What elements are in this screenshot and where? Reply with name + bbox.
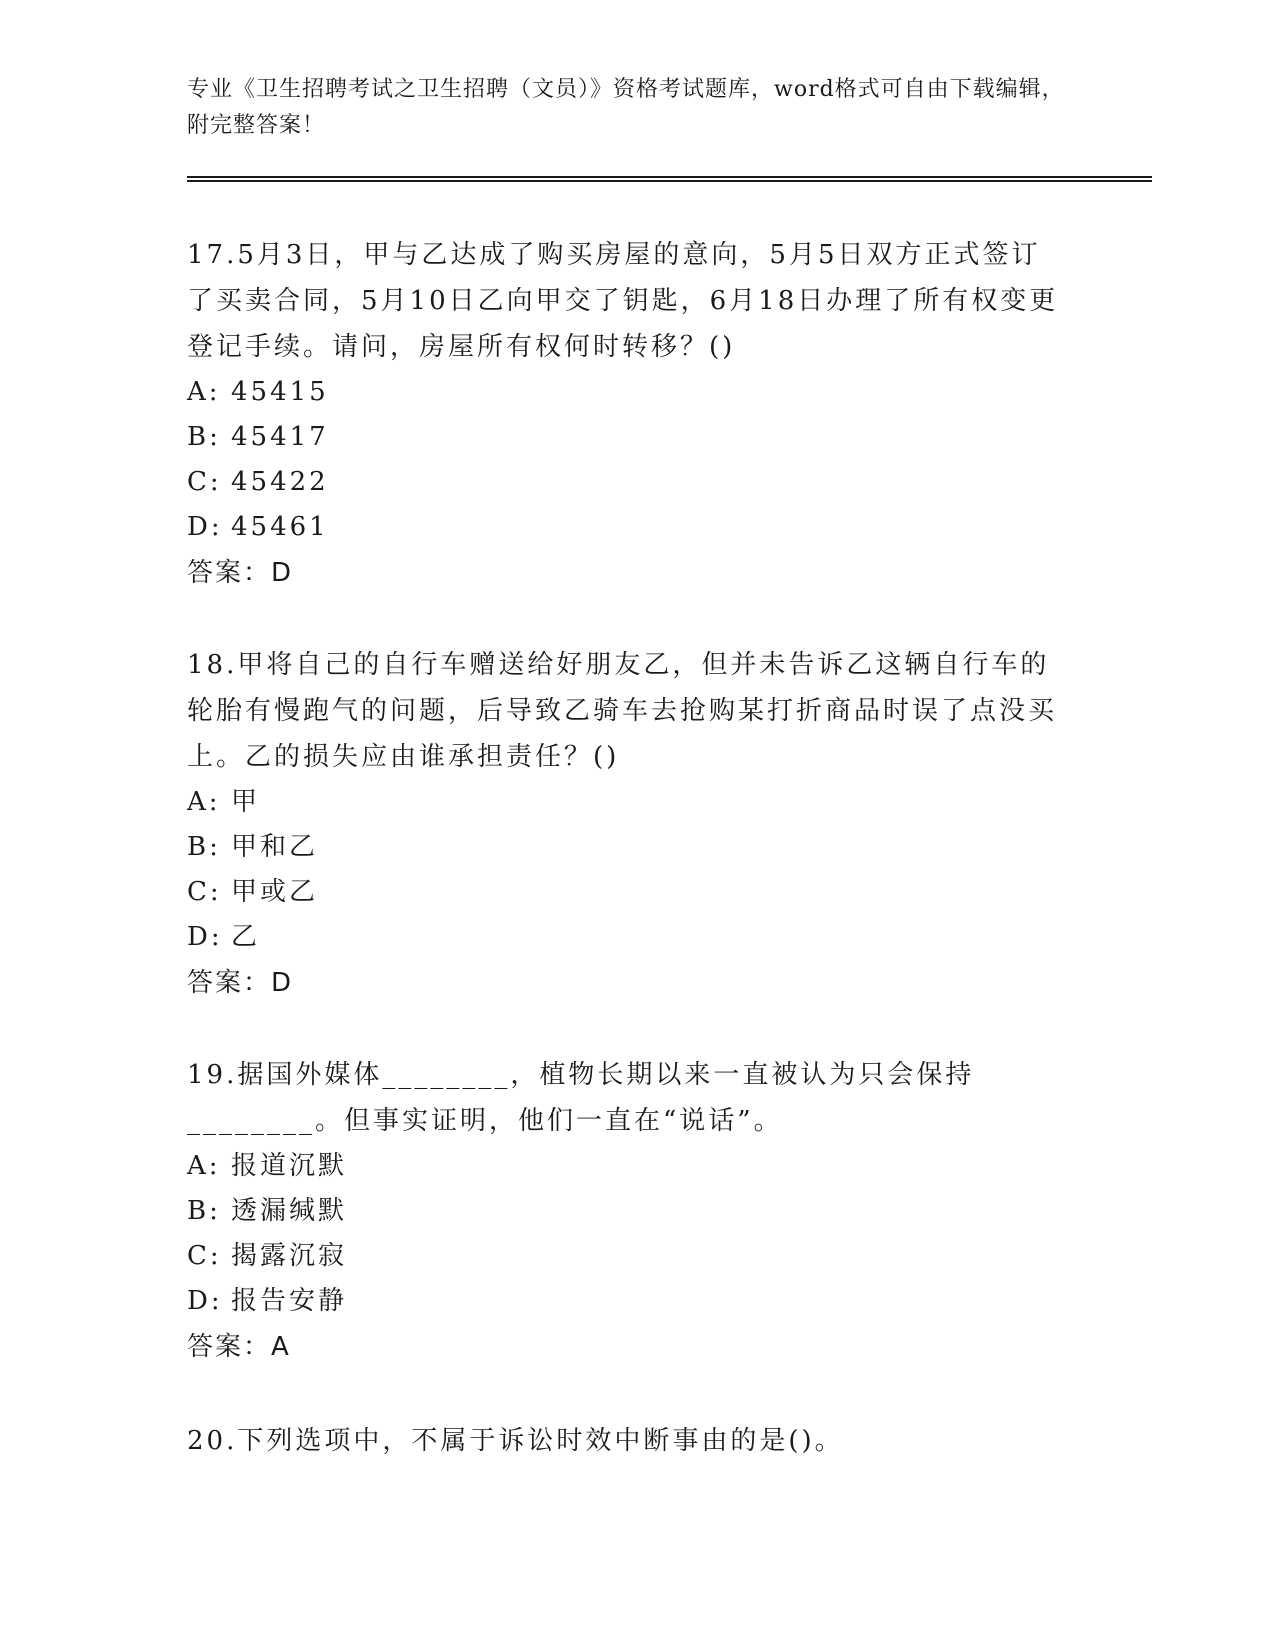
option-d <box>187 1279 1067 1324</box>
option-a <box>187 780 1067 825</box>
answer: 答案：D <box>187 558 294 588</box>
question-17 <box>187 232 1067 596</box>
option-text: 透漏缄默 <box>231 1196 348 1226</box>
option-c <box>187 460 1067 505</box>
option-b <box>187 1189 1067 1234</box>
option-text: 45422 <box>231 467 329 497</box>
option-b <box>187 415 1067 460</box>
option-a <box>187 1144 1067 1189</box>
option-letter: D: <box>187 1286 223 1316</box>
option-text: 45461 <box>231 512 329 542</box>
question-stem: 19.据国外媒体________，植物长期以来一直被认为只会保持________。但事实证明，他们一直在“说话”。 <box>187 1060 975 1136</box>
option-text: 报道沉默 <box>231 1151 348 1181</box>
question-20 <box>187 1418 1067 1464</box>
option-text: 报告安静 <box>231 1286 348 1316</box>
option-letter: B: <box>187 422 221 452</box>
option-c <box>187 870 1067 915</box>
question-stem: 18.甲将自己的自行车赠送给好朋友乙，但并未告诉乙这辆自行车的轮胎有慢跑气的问题，后导致乙骑车去抢购某打折商品时误了点没买上。乙的损失应由谁承担责任？() <box>187 650 1058 772</box>
option-letter: C: <box>187 1241 222 1271</box>
option-letter: A: <box>187 377 221 407</box>
document-header: 专业《卫生招聘考试之卫生招聘（文员）》资格考试题库，word格式可自由下载编辑，附完整答案！ <box>187 77 1065 138</box>
option-a <box>187 370 1067 415</box>
question-stem: 20.下列选项中，不属于诉讼时效中断事由的是()。 <box>187 1426 844 1456</box>
option-letter: C: <box>187 467 222 497</box>
option-text: 45417 <box>231 422 329 452</box>
option-text: 45415 <box>231 377 329 407</box>
option-letter: D: <box>187 512 223 542</box>
option-text: 乙 <box>231 922 261 952</box>
option-d <box>187 915 1067 960</box>
option-b <box>187 825 1067 870</box>
option-text: 甲 <box>231 787 261 817</box>
option-text: 揭露沉寂 <box>231 1241 348 1271</box>
answer: 答案：D <box>187 968 294 998</box>
question-18 <box>187 642 1067 1006</box>
option-text: 甲或乙 <box>231 877 319 907</box>
option-letter: D: <box>187 922 223 952</box>
option-text: 甲和乙 <box>231 832 319 862</box>
question-stem: 17.5月3日，甲与乙达成了购买房屋的意向，5月5日双方正式签订了买卖合同，5月10日乙向甲交了钥匙，6月18日办理了所有权变更登记手续。请问，房屋所有权何时转移？() <box>187 240 1059 362</box>
option-d <box>187 505 1067 550</box>
option-letter: A: <box>187 1151 221 1181</box>
option-letter: C: <box>187 877 222 907</box>
question-19 <box>187 1052 1067 1370</box>
header-divider <box>187 176 1152 182</box>
option-letter: B: <box>187 832 221 862</box>
option-letter: B: <box>187 1196 221 1226</box>
option-letter: A: <box>187 787 221 817</box>
option-c <box>187 1234 1067 1279</box>
answer: 答案：A <box>187 1332 291 1362</box>
